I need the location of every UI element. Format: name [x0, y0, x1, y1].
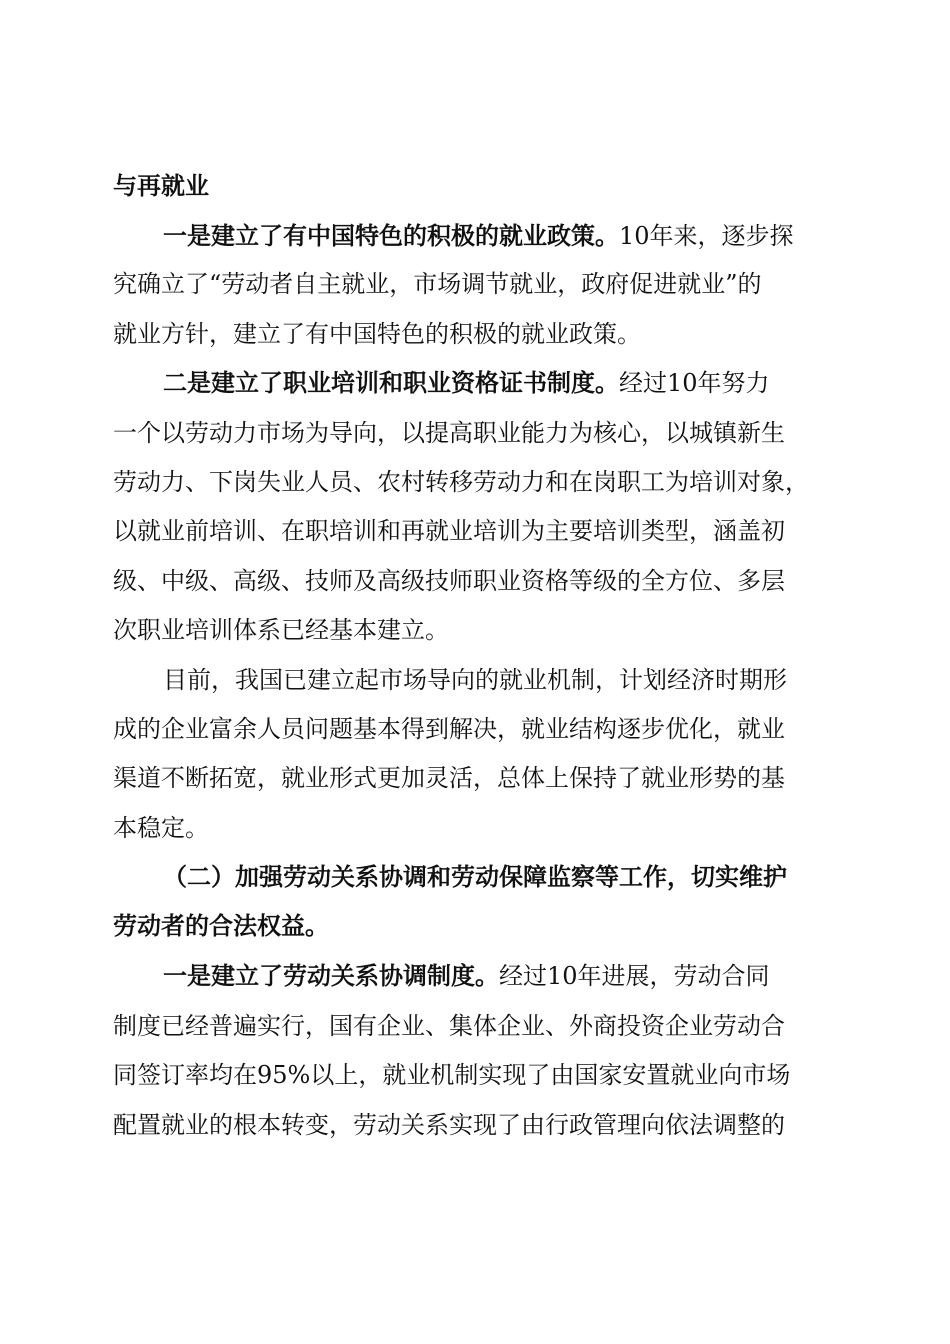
text-line [113, 1006, 785, 1046]
text-line [163, 660, 787, 700]
line-text: 以就业前培训、在职培训和再就业培训为主要培训类型，涵盖初 [113, 517, 785, 545]
line-text: 本稳定。 [113, 814, 209, 842]
text-line [113, 264, 762, 304]
section-heading-line [163, 857, 787, 897]
line-text: 就业方针，建立了有中国特色的积极的就业政策。 [113, 320, 641, 348]
line-text: 经过10年进展，劳动合同 [499, 962, 770, 990]
line-text: 究确立了“劳动者自主就业，市场调节就业，政府促进就业”的 [113, 270, 762, 298]
section-heading-line [113, 906, 329, 946]
line-text: 成的企业富余人员问题基本得到解决，就业结构逐步优化，就业 [113, 715, 785, 743]
line-text: 经过10年努力 [619, 369, 770, 397]
line-text: 配置就业的根本转变，劳动关系实现了由行政管理向依法调整的 [113, 1111, 785, 1139]
line-text: 渠道不断拓宽，就业形式更加灵活，总体上保持了就业形势的基 [113, 764, 785, 792]
text-line [113, 462, 809, 502]
line-text: 10年来，逐步探 [619, 222, 794, 250]
emphasis-text: 一是建立了有中国特色的积极的就业政策。 [163, 221, 619, 250]
text-line [113, 1055, 790, 1095]
line-text: 制度已经普遍实行，国有企业、集体企业、外商投资企业劳动合 [113, 1012, 785, 1040]
text-line [113, 413, 785, 453]
text-line [163, 363, 770, 403]
line-text: 目前，我国已建立起市场导向的就业机制，计划经济时期形 [163, 666, 787, 694]
section-heading-text: 劳动者的合法权益。 [113, 911, 329, 940]
text-line [113, 808, 209, 848]
line-text: 同签订率均在95%以上，就业机制实现了由国家安置就业向市场 [113, 1061, 791, 1089]
text-line [113, 314, 641, 354]
emphasis-text: 一是建立了劳动关系协调制度。 [163, 961, 499, 990]
line-text: 劳动力、下岗失业人员、农村转移劳动力和在岗职工为培训对象， [113, 468, 809, 496]
section-heading-text: （二）加强劳动关系协调和劳动保障监察等工作，切实维护 [163, 862, 787, 891]
line-text: 次职业培训体系已经基本建立。 [113, 616, 449, 644]
line-text: 与再就业 [113, 171, 209, 200]
text-line [163, 956, 770, 996]
text-line [113, 758, 785, 798]
text-line [113, 166, 209, 206]
text-line [113, 709, 785, 749]
text-line [113, 561, 785, 601]
emphasis-text: 二是建立了职业培训和职业资格证书制度。 [163, 368, 619, 397]
line-text: 级、中级、高级、技师及高级技师职业资格等级的全方位、多层 [113, 567, 785, 595]
text-line [113, 511, 785, 551]
text-line [163, 216, 794, 256]
line-text: 一个以劳动力市场为导向，以提高职业能力为核心，以城镇新生 [113, 419, 785, 447]
text-line [113, 610, 449, 650]
text-line [113, 1105, 785, 1145]
